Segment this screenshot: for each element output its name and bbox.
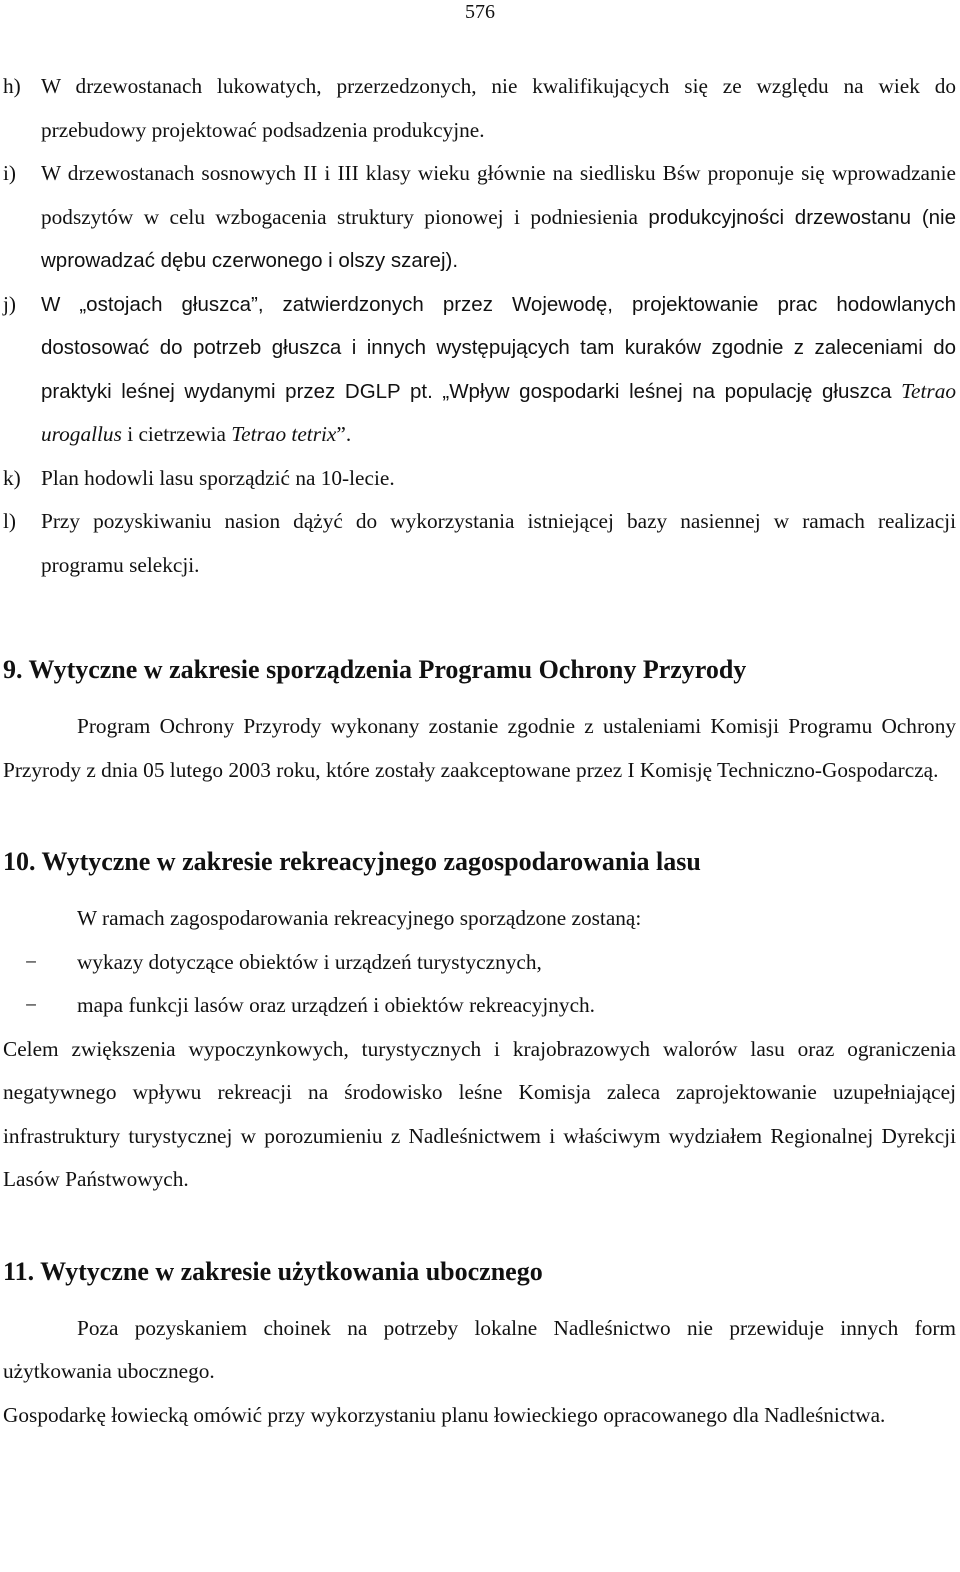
list-text — [41, 152, 956, 283]
section-11-paragraph-2: Gospodarkę łowiecką omówić przy wykorzystaniu planu łowieckiego opracowanego dla Nadleśnictwa. — [3, 1402, 886, 1427]
list-text-part: i cietrzewia — [121, 422, 232, 446]
species-name-italic: Tetrao tetrix — [231, 422, 337, 446]
spacer — [3, 685, 956, 705]
list-text: Plan hodowli lasu sporządzić na 10-lecie. — [41, 465, 395, 490]
page-content — [3, 65, 956, 1437]
list-text: W drzewostanach lukowatych, przerzedzonych, nie kwalifikujących się ze względu na wiek do przebudowy projektować podsadzenia produkcyjne. — [41, 74, 956, 142]
list-text-part: W „ostojach głuszca”, zatwierdzonych przez Wojewodę, projektowanie prac hodowlanych dostosować do potrzeb głuszca i innych występujących tam kuraków zgodnie z zaleceniami do praktyki leśnej wydanymi przez DGLP pt. „Wpływ gospodarki leśnej na populację głuszca — [41, 292, 956, 403]
list-item-j — [3, 283, 956, 457]
spacer — [3, 877, 956, 897]
list-item-k — [3, 457, 956, 501]
list-label: k) — [3, 465, 21, 490]
list-label: i) — [3, 161, 17, 185]
list-item-h — [3, 65, 956, 152]
section-heading-11: 11. Wytyczne w zakresie użytkowania ubocznego — [3, 1256, 543, 1286]
section-10-paragraph: Celem zwiększenia wypoczynkowych, turystycznych i krajobrazowych walorów lasu oraz ograniczenia negatywnego wpływu rekreacji na środowisko leśne Komisja zaleca zaprojektowanie uzupełniającej infrastruktury turystycznej w porozumieniu z Nadleśnictwem i właściwym wydziałem Regionalnej Dyrekcji Lasów Państwowych. — [3, 1036, 956, 1191]
section-10-intro: W ramach zagospodarowania rekreacyjnego sporządzone zostaną: — [77, 906, 642, 930]
spacer — [3, 1202, 956, 1257]
section-9-paragraph: Program Ochrony Przyrody wykonany zostanie zgodnie z ustaleniami Komisji Programu Ochrony Przyrody z dnia 05 lutego 2003 roku, które zostały zaakceptowane przez I Komisję Techniczno-Gospodarczą. — [3, 714, 956, 782]
spacer — [3, 1287, 956, 1307]
list-text: Przy pozyskiwaniu nasion dążyć do wykorzystania istniejącej bazy nasiennej w ramach realizacji programu selekcji. — [41, 509, 956, 577]
dash-bullet: − — [25, 949, 38, 974]
list-text-part: ”. — [336, 422, 352, 446]
dash-list-item — [3, 941, 956, 985]
dash-item-text: wykazy dotyczące obiektów i urządzeń turystycznych, — [77, 949, 542, 974]
list-text-part: W drzewostanach sosnowych II i III klasy wieku głównie na siedlisku Bśw proponuje się wprowadzanie podszytów w celu wzbogacenia struktury pionowej i podniesienia — [41, 161, 956, 229]
list-text-part-sans: produkcyjności drzewostanu (nie wprowadzać dębu czerwonego i olszy szarej). — [41, 205, 957, 272]
dash-item-text: mapa funkcji lasów oraz urządzeń i obiektów rekreacyjnych. — [77, 993, 595, 1017]
list-label: l) — [3, 509, 17, 533]
dash-bullet: − — [25, 993, 38, 1017]
spacer — [3, 792, 956, 847]
list-label: j) — [3, 291, 17, 316]
list-item-l — [3, 500, 956, 587]
section-heading-10: 10. Wytyczne w zakresie rekreacyjnego zagospodarowania lasu — [3, 847, 701, 876]
list-text — [41, 283, 956, 457]
dash-list-item — [3, 984, 956, 1028]
page-number: 576 — [465, 1, 495, 23]
list-label: h) — [3, 74, 21, 98]
section-11-paragraph-1: Poza pozyskaniem choinek na potrzeby lokalne Nadleśnictwo nie przewiduje innych form użytkowania ubocznego. — [3, 1315, 956, 1383]
list-item-i — [3, 152, 956, 283]
section-heading-9: 9. Wytyczne w zakresie sporządzenia Programu Ochrony Przyrody — [3, 655, 747, 684]
spacer — [3, 587, 956, 655]
species-name-italic: Tetrao urogallus — [41, 378, 956, 446]
